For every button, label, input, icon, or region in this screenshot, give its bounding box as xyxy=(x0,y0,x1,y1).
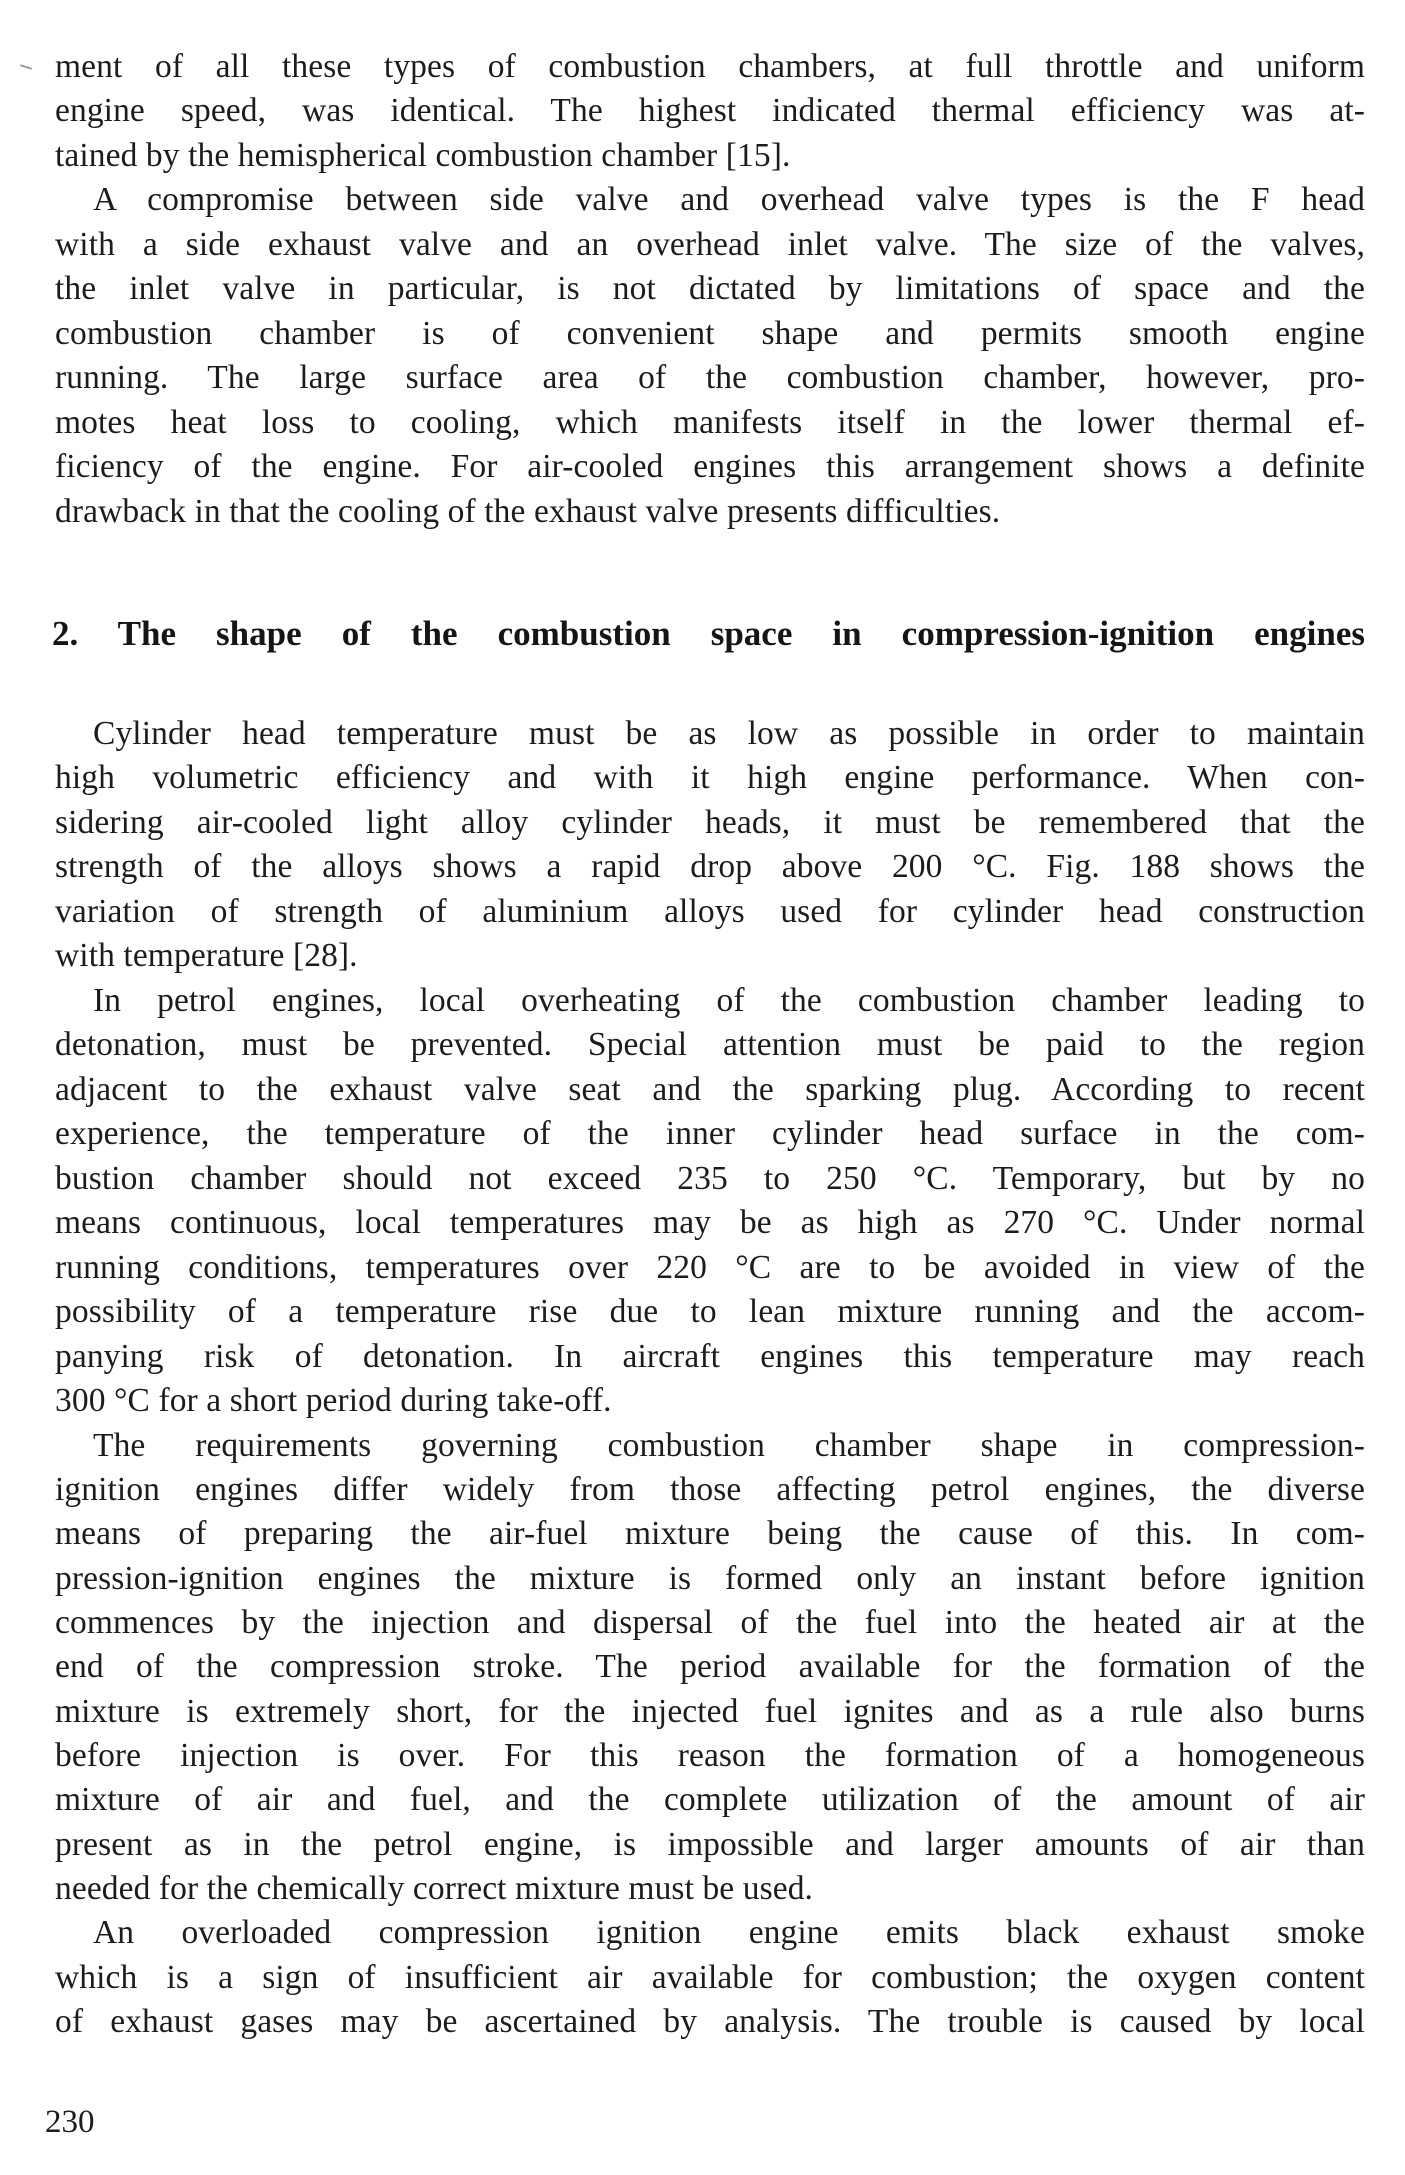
text-line: ignition engines differ widely from those affecting petrol engines, the diverse xyxy=(55,1471,1365,1508)
text-line: Cylinder head temperature must be as low as possible in order to maintain xyxy=(93,715,1365,752)
text-line: variation of strength of aluminium alloys used for cylinder head construction xyxy=(55,893,1365,930)
text-line: A compromise between side valve and overhead valve types is the F head xyxy=(93,181,1365,218)
text-line: panying risk of detonation. In aircraft engines this temperature may reach xyxy=(55,1338,1365,1375)
page-number: 230 xyxy=(45,2104,95,2140)
text-line: motes heat loss to cooling, which manifests itself in the lower thermal ef- xyxy=(55,404,1365,441)
text-line: ment of all these types of combustion chambers, at full throttle and uniform xyxy=(55,48,1365,85)
text-line: ficiency of the engine. For air-cooled engines this arrangement shows a definite xyxy=(55,448,1365,485)
text-line: In petrol engines, local overheating of the combustion chamber leading to xyxy=(93,982,1365,1019)
text-line: drawback in that the cooling of the exhaust valve presents difficulties. xyxy=(55,493,1001,530)
text-line: means of preparing the air-fuel mixture being the cause of this. In com- xyxy=(55,1515,1365,1552)
text-line: engine speed, was identical. The highest indicated thermal efficiency was at- xyxy=(55,92,1365,129)
text-line: tained by the hemispherical combustion chamber [15]. xyxy=(55,137,791,174)
text-line: adjacent to the exhaust valve seat and the sparking plug. According to recent xyxy=(55,1071,1365,1108)
section-heading: 2. The shape of the combustion space in compression-ignition engines xyxy=(52,614,1365,653)
text-line: pression-ignition engines the mixture is formed only an instant before ignition xyxy=(55,1560,1365,1597)
text-line: The requirements governing combustion chamber shape in compression- xyxy=(93,1427,1365,1464)
text-line: with temperature [28]. xyxy=(55,937,358,974)
text-line: means continuous, local temperatures may be as high as 270 °C. Under normal xyxy=(55,1204,1365,1241)
text-line: combustion chamber is of convenient shape and permits smooth engine xyxy=(55,315,1365,352)
text-line: of exhaust gases may be ascertained by analysis. The trouble is caused by local xyxy=(55,2003,1365,2040)
text-line: mixture of air and fuel, and the complete utilization of the amount of air xyxy=(55,1781,1365,1818)
text-line: running conditions, temperatures over 220 °C are to be avoided in view of the xyxy=(55,1249,1365,1286)
text-line: 300 °C for a short period during take-off. xyxy=(55,1382,612,1419)
text-line: sidering air-cooled light alloy cylinder heads, it must be remembered that the xyxy=(55,804,1365,841)
text-line: detonation, must be prevented. Special attention must be paid to the region xyxy=(55,1026,1365,1063)
text-line: running. The large surface area of the combustion chamber, however, pro- xyxy=(55,359,1365,396)
text-line: possibility of a temperature rise due to lean mixture running and the accom- xyxy=(55,1293,1365,1330)
text-line: end of the compression stroke. The period available for the formation of the xyxy=(55,1648,1365,1685)
text-line: which is a sign of insufficient air available for combustion; the oxygen content xyxy=(55,1959,1365,1996)
text-line: strength of the alloys shows a rapid drop above 200 °C. Fig. 188 shows the xyxy=(55,848,1365,885)
text-line: experience, the temperature of the inner cylinder head surface in the com- xyxy=(55,1115,1365,1152)
text-line: needed for the chemically correct mixture must be used. xyxy=(55,1870,814,1907)
text-line: An overloaded compression ignition engine emits black exhaust smoke xyxy=(93,1914,1365,1951)
text-line: high volumetric efficiency and with it high engine performance. When con- xyxy=(55,759,1365,796)
text-line: the inlet valve in particular, is not dictated by limitations of space and the xyxy=(55,270,1365,307)
text-line: bustion chamber should not exceed 235 to 250 °C. Temporary, but by no xyxy=(55,1160,1365,1197)
text-line: mixture is extremely short, for the injected fuel ignites and as a rule also burns xyxy=(55,1693,1365,1730)
text-line: before injection is over. For this reason the formation of a homogeneous xyxy=(55,1737,1365,1774)
scan-mark xyxy=(20,64,32,70)
text-line: with a side exhaust valve and an overhead inlet valve. The size of the valves, xyxy=(55,226,1365,263)
text-line: commences by the injection and dispersal of the fuel into the heated air at the xyxy=(55,1604,1365,1641)
text-line: present as in the petrol engine, is impossible and larger amounts of air than xyxy=(55,1826,1365,1863)
